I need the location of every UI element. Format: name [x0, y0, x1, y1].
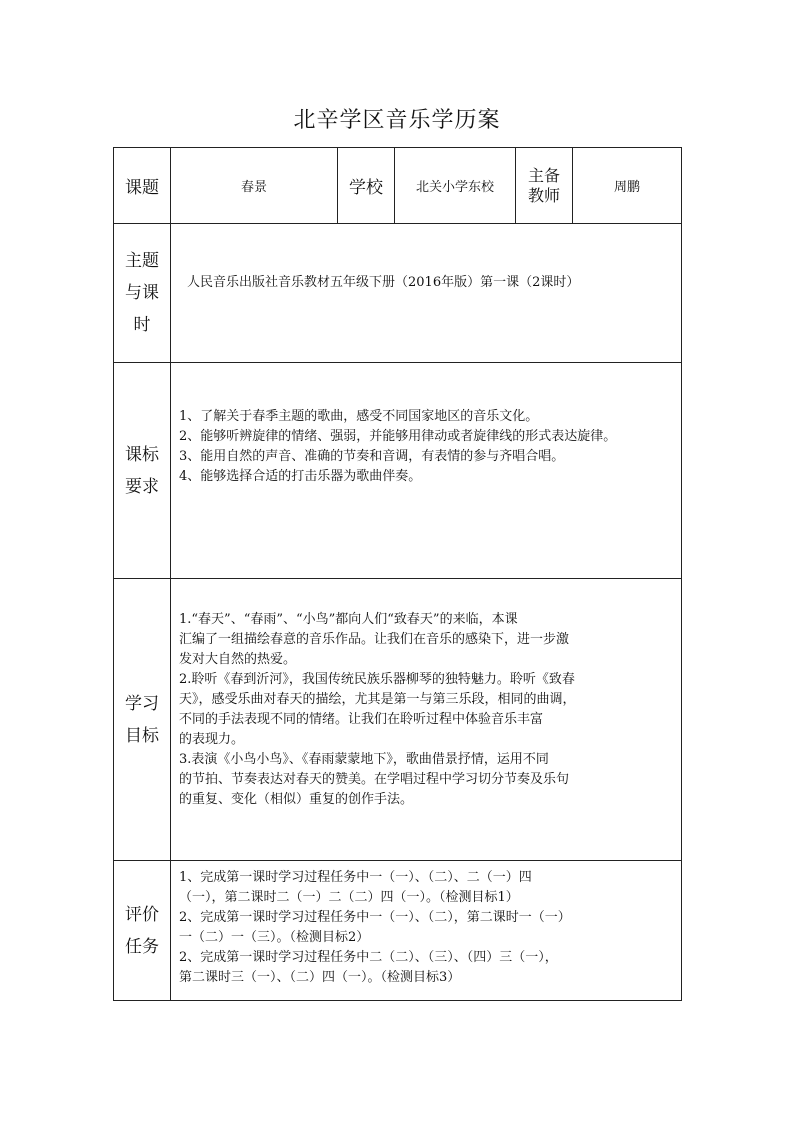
- evaluation-content: [171, 861, 682, 1001]
- teacher-label: [516, 148, 573, 224]
- theme-content: [171, 224, 682, 363]
- topic-label: 课题: [114, 148, 171, 224]
- goals-lines: [179, 610, 675, 830]
- school-label: 学校: [338, 148, 395, 224]
- theme-label-line: 时: [133, 315, 151, 335]
- evaluation-label: [114, 861, 171, 1001]
- theme-label-line: 主题: [125, 251, 159, 271]
- goals-line: 汇编了一组描绘春意的音乐作品。让我们在音乐的感染下，进一步激: [179, 631, 570, 647]
- goals-row: [114, 579, 682, 861]
- standards-lines: [179, 407, 675, 535]
- evaluation-label-line: 任务: [125, 936, 159, 957]
- goals-line: 的表现力。: [179, 731, 245, 747]
- goals-line: 1.“春天”、“春雨”、“小鸟”都向人们“致春天”的来临，本课: [179, 611, 518, 627]
- evaluation-row: [114, 861, 682, 1001]
- teacher-value: 周鹏: [573, 148, 682, 224]
- header-row: [114, 148, 682, 224]
- teacher-label-line: 教师: [527, 185, 560, 205]
- page-title: 北辛学区音乐学历案: [293, 108, 501, 133]
- standards-line: 1、了解关于春季主题的歌曲，感受不同国家地区的音乐文化。: [179, 408, 539, 424]
- evaluation-line: 2、完成第一课时学习过程任务中一（一）、（二），第二课时一（一）: [179, 909, 571, 925]
- goals-line: 的节拍、节奏表达对春天的赞美。在学唱过程中学习切分节奏及乐句: [179, 771, 570, 787]
- standards-label-line: 要求: [125, 476, 159, 497]
- teacher-label-line: 主备: [527, 165, 560, 185]
- goals-line: 发对大自然的热爱。: [179, 651, 297, 667]
- lesson-plan-table: [113, 147, 682, 1001]
- evaluation-line: 一（二）一（三）。（检测目标2）: [179, 929, 370, 945]
- evaluation-line: 2、完成第一课时学习过程任务中二（二）、（三）、（四）三（一），: [179, 949, 558, 965]
- goals-line: 3.表演《小鸟小鸟》、《春雨蒙蒙地下》，歌曲借景抒情，运用不同: [179, 751, 549, 767]
- topic-value: 春景: [171, 148, 338, 224]
- theme-text: 人民音乐出版社音乐教材五年级下册（2016年版）第一课（2课时）: [187, 275, 580, 290]
- goals-label: [114, 579, 171, 861]
- standards-line: 4、能够选择合适的打击乐器为歌曲伴奏。: [179, 468, 422, 484]
- goals-content: [171, 579, 682, 861]
- standards-label-line: 课标: [125, 444, 159, 465]
- goals-line: 天》，感受乐曲对春天的描绘，尤其是第一与第三乐段，相同的曲调，: [179, 691, 576, 707]
- evaluation-label-line: 评价: [125, 904, 159, 925]
- goals-line: 的重复、变化（相似）重复的创作手法。: [179, 791, 414, 807]
- standards-content: [171, 363, 682, 579]
- evaluation-line: 第二课时三（一）、（二）四（一）。（检测目标3）: [179, 969, 461, 985]
- theme-label: [114, 224, 171, 363]
- goals-line: 2.聆听《春到沂河》，我国传统民族乐器柳琴的独特魅力。聆听《致春: [179, 671, 575, 687]
- theme-row: [114, 224, 682, 363]
- standards-line: 3、能用自然的声音、准确的节奏和音调，有表情的参与齐唱合唱。: [179, 448, 565, 464]
- standards-line: 2、能够听辨旋律的情绪、强弱，并能够用律动或者旋律线的形式表达旋律。: [179, 428, 617, 444]
- standards-label: [114, 363, 171, 579]
- evaluation-line: 1、完成第一课时学习过程任务中一（一）、（二）、二（一）四: [179, 869, 532, 885]
- school-value: 北关小学东校: [395, 148, 516, 224]
- goals-label-line: 目标: [125, 725, 159, 746]
- standards-row: [114, 363, 682, 579]
- evaluation-lines: [179, 868, 675, 994]
- goals-label-line: 学习: [125, 693, 159, 714]
- goals-line: 不同的手法表现不同的情绪。让我们在聆听过程中体验音乐丰富: [179, 711, 544, 727]
- evaluation-line: （一），第二课时二（一）二（二）四（一）。（检测目标1）: [179, 889, 519, 905]
- theme-label-line: 与课: [125, 283, 159, 303]
